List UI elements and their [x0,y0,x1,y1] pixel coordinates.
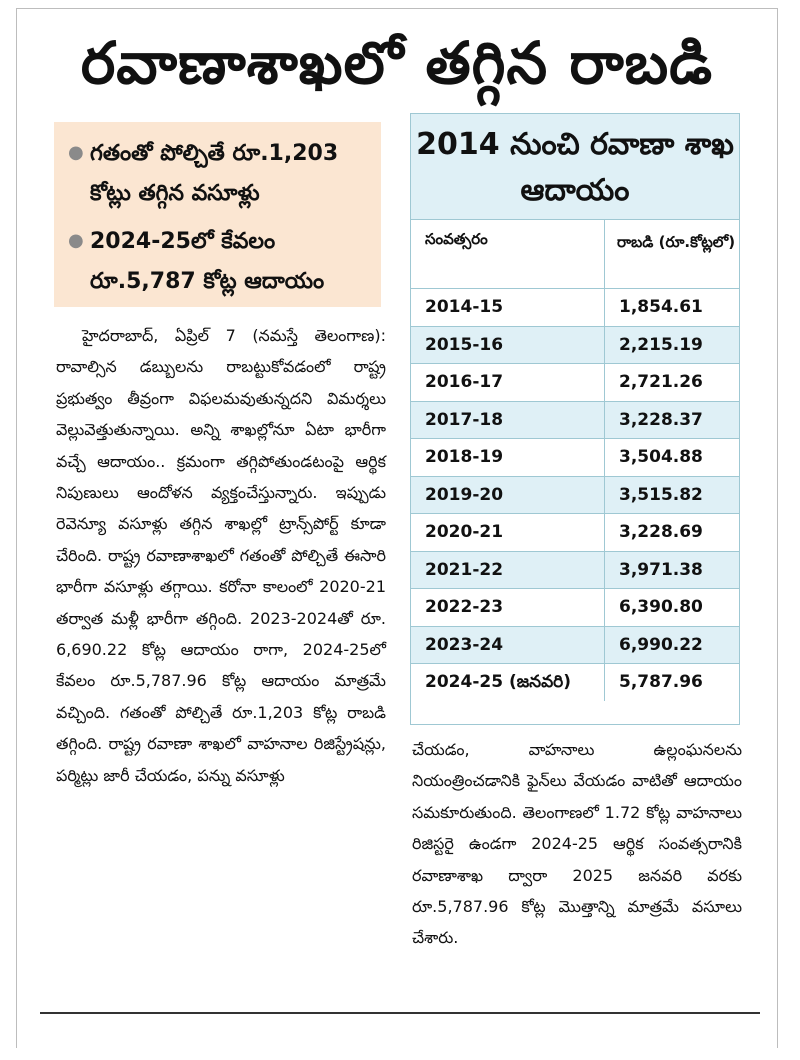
revenue-cell: 3,228.37 [619,409,703,430]
highlights-box [54,122,381,307]
table-row [411,626,739,664]
revenue-table [410,113,740,725]
article-paragraph: హైదరాబాద్, ఏప్రిల్ 7 (నమస్తే తెలంగాణ): రావాల్సిన డబ్బులను రాబట్టుకోవడంలో రాష్ట్ర ప్రభుత్వం తీవ్రంగా విఫలమవుతున్నదని విమర్శలు వెల్లువెత్తుతున్నాయి. అన్ని శాఖల్లోనూ ఏటా భారీగా వచ్చే ఆదాయం.. క్రమంగా తగ్గిపోతుండటంపై ఆర్థిక నిపుణులు ఆందోళన వ్యక్తంచేస్తున్నారు. ఇప్పుడు రెవెన్యూ వసూళ్లు తగ్గిన శాఖల్లో ట్రాన్స్‌పోర్ట్ కూడా చేరింది. రాష్ట్ర రవాణాశాఖలో గతంతో పోల్చితే ఈసారి భారీగా వసూళ్లు తగ్గాయి. కరోనా కాలంలో 2020-21 తర్వాత మళ్లీ భారీగా తగ్గింది. 2023-2024తో రూ. 6,690.22 కోట్ల ఆదాయం రాగా, 2024-25లో కేవలం రూ.5,787.96 కోట్ల ఆదాయం మాత్రమే వచ్చింది. గతంతో పోల్చితే రూ.1,203 కోట్ల రాబడి తగ్గింది. రాష్ట్ర రవాణా శాఖలో వాహనాల రిజిస్ట్రేషన్లు, పర్మిట్లు జారీ చేయడం, పన్ను వసూళ్లు [56,326,386,785]
year-cell: 2024-25 (జనవరి) [411,664,605,701]
year-cell: 2017-18 [411,402,605,439]
bullet-icon: ● [68,142,84,163]
revenue-cell: 5,787.96 [619,672,703,692]
highlight-item [68,134,369,214]
year-cell: 2018-19 [411,439,605,476]
revenue-cell: 3,971.38 [619,559,703,580]
revenue-cell: 3,515.82 [619,484,703,505]
article-left-column [56,320,386,791]
revenue-cell: 6,390.80 [619,597,703,617]
revenue-cell: 2,215.19 [619,334,703,355]
headline: రవాణాశాఖలో తగ్గిన రాబడి [80,29,714,97]
table-row [411,438,739,476]
col-revenue-header: రాబడి (రూ.కోట్లలో) [617,233,736,251]
article-right-column [412,734,742,954]
highlight-text: 2024-25లో కేవలం రూ.5,787 కోట్ల ఆదాయం [90,229,325,294]
table-row [411,326,739,364]
table-row [411,288,739,326]
table-row [411,551,739,589]
table-row [411,363,739,401]
year-cell: 2019-20 [411,477,605,514]
highlight-text: గతంతో పోల్చితే రూ.1,203 కోట్లు తగ్గిన వసూళ్లు [90,141,339,206]
revenue-cell: 3,228.69 [619,522,703,542]
highlight-item [68,222,369,302]
col-year-header: సంవత్సరం [411,220,605,288]
article-paragraph: చేయడం, వాహనాలు ఉల్లంఘనలను నియంత్రించడానికి ఫైన్‌లు వేయడం వాటితో ఆదాయం సమకూరుతుంది. తెలంగాణలో 1.72 కోట్ల వాహనాలు రిజిస్టరై ఉండగా 2024-25 ఆర్థిక సంవత్సరానికి రవాణాశాఖ ద్వారా 2025 జనవరి వరకు రూ.5,787.96 కోట్ల మొత్తాన్ని మాత్రమే వసూలు చేశారు. [412,740,742,948]
year-cell: 2023-24 [411,627,605,664]
table-row [411,663,739,701]
revenue-cell: 6,990.22 [619,634,703,655]
table-row [411,476,739,514]
table-body [411,288,739,701]
year-cell: 2014-15 [411,289,605,326]
year-cell: 2021-22 [411,552,605,589]
year-cell: 2015-16 [411,327,605,364]
divider [40,1012,760,1014]
revenue-cell: 3,504.88 [619,447,703,467]
table-title: 2014 నుంచి రవాణా శాఖ ఆదాయం [411,114,739,219]
revenue-cell: 2,721.26 [619,372,703,392]
year-cell: 2016-17 [411,364,605,401]
table-row [411,401,739,439]
year-cell: 2020-21 [411,514,605,551]
year-cell: 2022-23 [411,589,605,626]
table-row [411,588,739,626]
bullet-icon: ● [68,230,84,251]
table-header [411,219,739,288]
revenue-cell: 1,854.61 [619,297,703,317]
table-row [411,513,739,551]
next-headline-fragment [40,1020,760,1060]
